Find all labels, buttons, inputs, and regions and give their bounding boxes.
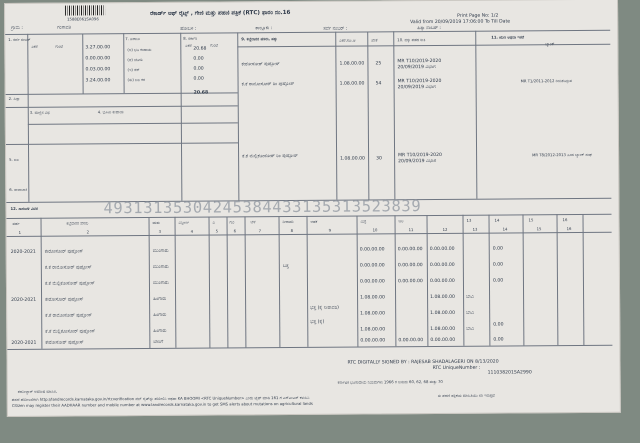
owners-col-extent: ಎಕರೆ.ಗುಂ.ಆ (339, 37, 356, 43)
taluk-label: ತಾಲ್ಲೂಕು : (255, 26, 273, 32)
rtc-unique-label: RTC UniqueNumber : (432, 365, 481, 372)
crop-season: ಬೇಸಿಗೆ (153, 339, 164, 345)
crop-v14: 0.00 (492, 262, 504, 268)
col-number: 5 (215, 228, 219, 234)
crop-season: ಮುಂಗಾರು (152, 248, 169, 254)
section-govt: 8. ಸರ್ಕಾರಿ (183, 35, 198, 41)
crop-v14: 0.00 (493, 337, 504, 343)
barcode (65, 5, 105, 15)
crop-head: ವಿಸ್ತೀರ್ಣ (178, 219, 190, 225)
rule (237, 32, 239, 200)
col-number: 3 (158, 228, 162, 234)
area-value: 0.00.00.00 (85, 56, 111, 62)
crop-head: ಕಬ್ಜೆದಾರರ ಹೆಸರು (66, 220, 89, 226)
col-head: ಗುಂಟೆ (55, 43, 63, 49)
crop-head: ಅಡಕೆ (310, 218, 318, 224)
area-value: 3.27.00.00 (85, 45, 111, 51)
digital-signature: RTC DIGITALLY SIGNED BY : RAJESAB SHADALAGERI ON 8/13/2020 (347, 359, 499, 366)
owner-khata: 25 (375, 61, 382, 67)
rule (41, 218, 43, 349)
crop-v11: 0.00.00.00 (397, 247, 423, 253)
owner-extent: 1.08.00.00 (339, 81, 365, 87)
barcode-number: 1588E061SA096 (67, 16, 99, 22)
crop-v12: 0.00.00.00 (430, 337, 456, 344)
owner-extent: 1.08.00.00 (339, 61, 365, 67)
rule (27, 34, 29, 202)
rule (6, 142, 238, 145)
rule (522, 214, 524, 345)
document-title: ರೆಕಾರ್ಡ್ ಆಫ್ ರೈಟ್ಸ್ , ಗೇಣಿ ಮತ್ತು ಪಹಣಿ ಪತ್ರಿಕೆ (RTC) ಫಾರಂ ನಂ.16 (150, 10, 291, 17)
right-note: ಈ ಪಹಣಿ ಪತ್ರಿಕೆಯ ಮಾಹಿತಿಯು ಸರಿ ಇರುತ್ತದೆ (437, 392, 495, 398)
tax-label: (ಇ) ಸೆಸ್ (127, 67, 140, 73)
crop-owner: ಕೆ.ಕೆ ಮೆಲ್ಲಿಕೋಸೋರ್ ಪುಷ್ಪೋಸ್ (44, 281, 95, 287)
rule (367, 31, 369, 199)
area-value: 0.03.00.00 (85, 67, 111, 73)
col-number: 4 (190, 228, 194, 234)
rule (335, 32, 337, 200)
crop-v13: ಬಾವಿ (466, 326, 475, 332)
owner-extent: 1.08.00.00 (340, 156, 365, 162)
valid-from: Valid from 20/09/2019 17:06:00 To Till Date (410, 19, 511, 26)
col-number: 14 (502, 226, 508, 232)
register-line: Citizen may register their AADHAAR number and mobile number at www.landrecords.karnataka.gov.in to get SMS alerts about mutations on agricultural lands (11, 400, 313, 408)
crop-year: 2020-2021 (10, 249, 36, 255)
left-note: ತಹಸೀಲ್ದಾರ್ ಅವರಿಂದ ಮಾಹಿತಿ, (17, 388, 58, 394)
col-number: 11 (408, 227, 414, 233)
crop-v11: 0.00.00.00 (397, 279, 423, 285)
col-number: 13 (472, 226, 478, 232)
rules-note: ಕರ್ನಾಟಕ ಭೂಕಂದಾಯ ನಿಯಮಗಳು 1966 ರ ನಿಯಮ 60, 62, 68 ಮತ್ತು 70 (337, 378, 443, 385)
crop-v10: 0.00.00.00 (360, 338, 386, 344)
rule (556, 214, 558, 345)
col-head: ಎಕರೆ (185, 42, 192, 48)
crop-year: 2020-2021 (11, 340, 37, 346)
crop-head: 13 (466, 217, 472, 223)
crop-v10: 0.00.00.00 (359, 263, 385, 269)
survey-label: ಸರ್ವೆ ನಂಬರ್ : (323, 26, 348, 32)
rule (148, 217, 150, 348)
owners-heading: 9. ಕಬ್ಜೆದಾರರ ಹೆಸರು, ಹಕ್ಕು (241, 36, 278, 42)
crop-name: ಭತ್ತ (ಕೈ ನೀರಾವರಿ) (310, 305, 339, 311)
crop-v10: 1.08.00.00 (360, 327, 386, 333)
crop-v10: 1.08.00.00 (360, 295, 385, 301)
rule (7, 345, 612, 350)
crop-name: ಭತ್ತ (ಕೈ) (310, 319, 325, 325)
tax-value: 20.68 (193, 46, 207, 52)
section-water: 5. ಜಲ (9, 156, 19, 162)
crop-head: 14 (494, 217, 500, 223)
rule (28, 122, 238, 124)
tax-total: 20.68 (193, 90, 209, 96)
rule (226, 216, 228, 347)
col-number: 7 (258, 228, 262, 234)
crop-year: 2020-2021 (11, 297, 37, 303)
rule (208, 217, 210, 348)
verification-line: ಪಹಣಿ ಪರಿಶೀಲನೆಗಾಗಿ http://landrecords.karnataka.gov.in/rtcverification ವೆಬ್ ಸೈಟ್‌ನ್ನು ಪರಿಶೀಲಿಸಿ ಅಥವಾ KA BHOOMI <RTC UniqueNumber> ಎಂದು ಟೈಪ್ ಮಾಡಿ 161 ಗೆ ಎಸ್‌ಎಂಎಸ್ ಕಳುಹಿಸಿ (11, 394, 310, 402)
village-value: ಗಂಗಾವತಿ (57, 25, 72, 31)
crop-v12: 0.00.00.00 (429, 246, 455, 253)
section-kharab: 7. ಖರಾಬು (125, 36, 141, 42)
crop-owner: ಕೇರೋಸೋರ್ ಪುಷ್ಪೋಸ್ (44, 249, 84, 255)
owner-mr: MR T10/2019-2020 (397, 58, 442, 65)
crop-section-title: 12. ಸಾಗುವಳಿ ವಿವರ (10, 205, 38, 211)
crop-v10: 1.08.00.00 (360, 311, 386, 317)
crop-head: ನೀರಾವರಿ (282, 218, 294, 225)
crop-head: 16 (562, 217, 568, 223)
rule (244, 216, 246, 347)
crop-season: ಹಿಂಗಾರು (153, 328, 167, 334)
col-number: 6 (233, 228, 237, 234)
col-number: 16 (566, 226, 572, 232)
section-hissa: 2. ಹಿಸ್ಸಾ (8, 95, 20, 101)
crop-v13: ಬಾವಿ (466, 310, 474, 316)
crop-v14: 0.00 (492, 278, 504, 284)
owner-mr-date: 20/09/2019 ವಿಭಾಗ (398, 158, 437, 165)
crop-head: ಋತು (152, 219, 160, 225)
rule (394, 215, 396, 346)
rtc-unique-number: 111038201SA2990 (487, 370, 532, 376)
col-number: 10 (372, 227, 378, 233)
crop-head: 15 (528, 217, 534, 223)
crop-season: ಹಿಂಗಾರು (153, 296, 167, 302)
col-number: 15 (536, 226, 542, 232)
section-survey: 1. ಸರ್ವೆ ನಂಬರ್ (8, 36, 31, 42)
crop-v10: 0.00.00.00 (359, 247, 385, 253)
crop-head: ಎ (212, 219, 216, 225)
crop-v11: 0.00.00.00 (397, 263, 423, 269)
crop-v12: 1.08.00.00 (430, 294, 455, 301)
crop-owner: ಕೆ.ಕೆ ರಾಮೋಸೋರ್ ಪುಷ್ಪೋಸ್ (45, 313, 92, 319)
unique-number-watermark: 49313135304245384433135313523839 (103, 197, 422, 218)
owner-mr: MR T10/2019-2020 (397, 78, 442, 85)
rule (393, 31, 395, 199)
crop-head: ಮಿಶ್ರ (360, 218, 367, 224)
owner-khata: 30 (376, 156, 382, 162)
tax-label: (ಈ) ಜಲ ಕರ (127, 77, 145, 83)
col-head: ಎಕರೆ (31, 43, 38, 49)
owner-name: ಕೇರೋಸೋರ್ ಪುಷ್ಪೋಸ್ (241, 62, 280, 68)
tax-label: (ಆ) ಜೋಡಿ (127, 57, 143, 63)
rule (174, 217, 176, 348)
right-subhead: ಬ್ಯಾಂಕ್ (545, 41, 555, 47)
owner-mr-date: 20/09/2019 ವಿಭಾಗ (397, 64, 436, 71)
owner-mr: MR T10/2019-2020 (398, 152, 442, 159)
section-revenue: 4. ಭೂಮಿ ಕಂದಾಯ (97, 109, 124, 115)
col-number: 12 (442, 226, 448, 232)
rule (123, 33, 124, 93)
rule (356, 216, 358, 347)
crop-owner: ಕೆ.ಕೆ ರಾಮೋಸೋರ್ ಪುಷ್ಪೋಸ್ (44, 265, 92, 271)
area-value: 3.24.00.00 (85, 78, 111, 84)
rtc-document-sheet (4, 0, 621, 417)
owners-col-khata: ಖಾತೆ (371, 37, 378, 43)
crop-head: ವರ್ಷ (12, 220, 20, 226)
hissa-label: ಹಿಸ್ಸಾ ನಂಬರ್ : (417, 25, 441, 32)
crop-head: ಗುಂ (229, 219, 235, 225)
section-nala: 6. ನಾಲಾಬಾಕಿ (9, 186, 28, 192)
rule (278, 216, 280, 347)
rule (180, 33, 182, 201)
crop-season: ಹಿಂಗಾರು (153, 312, 167, 318)
crop-v14: 0.00 (492, 246, 503, 252)
owners-col-mr: 10. ಹಕ್ಕು ಪಡೆದ ರೀತಿ (397, 37, 426, 43)
village-label: ಗ್ರಾಮ : (11, 25, 23, 31)
crop-name: ಬತ್ತ (282, 264, 289, 270)
tax-value: 0.00 (193, 76, 204, 82)
rule (582, 214, 584, 345)
crop-v12: 0.00.00.00 (429, 278, 455, 285)
rule (462, 215, 464, 346)
col-number: 9 (328, 227, 332, 233)
right-heading: 11. ಋಣ ಅಥವಾ ಇತರೆ (491, 34, 525, 40)
tax-value: 0.00 (193, 56, 204, 62)
crop-owner: ಕೆ.ಕೆ ಮೆಲ್ಲಿಕೋಸೋರ್ ಪುಷ್ಪೋಸ್ (45, 329, 96, 335)
owner-mr-date: 20/09/2019 ವಿಭಾಗ (397, 84, 436, 91)
tax-label: (ಅ) ಭೂ ಕಂದಾಯ (127, 46, 152, 53)
owner-name: ಕೆ.ಕೆ ಮೆಲ್ಲಿಕೋಸೋರ್ ರಿಂ ಪುಷ್ಪೋಸ್ (242, 153, 298, 160)
crop-season: ಮುಂಗಾರು (152, 280, 169, 286)
right-entry: MR T8/2012-2013 ಹಿಂದ ಬ್ಯಾಂಕ್ ಸಂಘ (532, 151, 592, 158)
crop-owner: ಕೇರೋಸೋರ್ ಪುಷ್ಪೋಸ್ (45, 340, 84, 346)
col-head: ಗುಂಟೆ (210, 42, 218, 48)
rule (426, 215, 428, 346)
crop-head: ಜಲ (398, 218, 404, 224)
crop-v14: 0.00 (493, 322, 504, 328)
rule (306, 216, 308, 347)
crop-v11: 0.00.00.00 (398, 338, 424, 344)
crop-owner: ಕೇರೋಸೋರ್ ಪುಷ್ಪೋಸ್ (45, 297, 84, 303)
crop-head: ಬೆಳೆ (250, 219, 256, 225)
hobli-label: ಹೋಬಳಿ : (180, 26, 197, 32)
crop-v12: 1.08.00.00 (430, 310, 456, 317)
rule (475, 31, 477, 199)
crop-v12: 0.00.00.00 (429, 262, 455, 269)
page-number: Print Page No: 1/2 (457, 13, 499, 19)
owner-khata: 54 (375, 81, 382, 87)
col-number: 1 (18, 229, 22, 235)
crop-season: ಮುಂಗಾರು (152, 264, 169, 270)
crop-v10: 0.00.00.00 (359, 279, 385, 285)
col-number: 8 (290, 227, 294, 234)
section-soil: 3. ಮಣ್ಣಿನ ವಿಧ (29, 109, 50, 115)
crop-v12: 1.08.00.00 (430, 326, 456, 333)
rule (82, 33, 83, 93)
owner-name: ಕೆ.ಕೆ ರಾಮೋಸೋರ್ ರಿಂ ಪುಷ್ಪೋಸ್ (241, 81, 295, 88)
right-entry: MR T1/2011-2012 ರಿಂದಿಕೊಳ್ಳುವ (520, 78, 572, 84)
tax-value: 0.00 (193, 66, 204, 72)
crop-v13: ಬಾವಿ (466, 294, 474, 300)
rule (6, 105, 238, 108)
rule (488, 215, 490, 346)
col-number: 2 (86, 229, 90, 235)
